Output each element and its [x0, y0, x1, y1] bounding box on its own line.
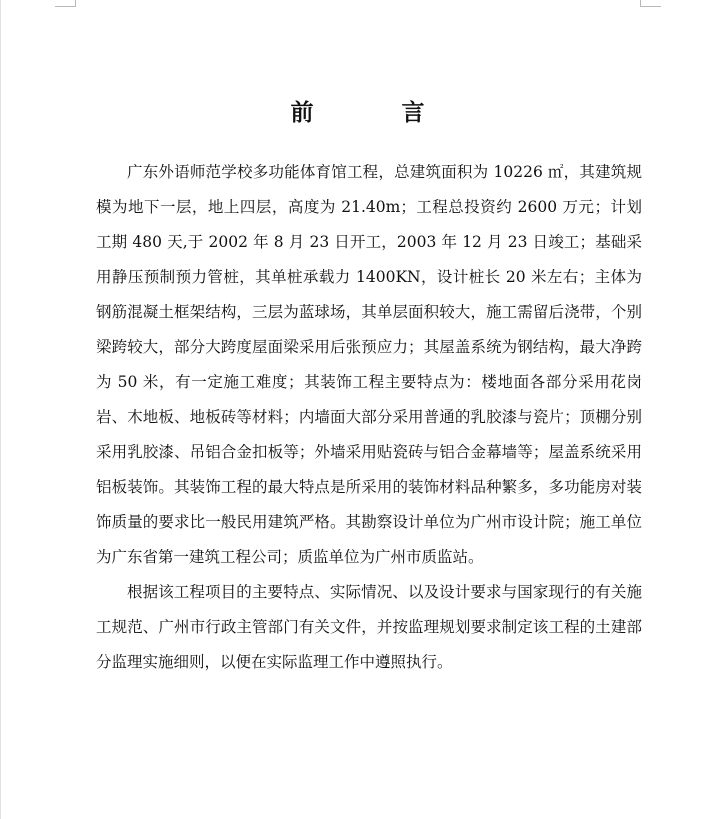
paragraph-basis: 根据该工程项目的主要特点、实际情况、以及设计要求与国家现行的有关施工规范、广州市行政主管部门有关文件，并按监理规划要求制定该工程的土建部分监理实施细则，以便在实际监理工作中遵照执行。 — [96, 583, 642, 671]
crop-mark-top-left — [55, 0, 76, 7]
page-title: 前 言 — [290, 99, 465, 127]
document-body — [96, 155, 642, 680]
crop-mark-top-right — [640, 0, 661, 7]
paragraph-project-overview: 广东外语师范学校多功能体育馆工程，总建筑面积为 10226 ㎡，其建筑规模为地下一层，地上四层，高度为 21.40m；工程总投资约 2600 万元；计划工期 480 天,于 2002 年 8 月 23 日开工，2003 年 12 月 23 日竣工；基础采用静压预制预力管桩，其单桩承载力 1400KN，设计桩长 20 米左右；主体为钢筋混凝土框架结构，三层为蓝球场，其单层面积较大，施工需留后浇带，个别梁跨较大，部分大跨度屋面梁采用后张预应力；其屋盖系统为钢结构，最大净跨为 50 米，有一定施工难度；其装饰工程主要特点为：楼地面各部分采用花岗岩、木地板、地板砖等材料；内墙面大部分采用普通的乳胶漆与瓷片；顶棚分别采用乳胶漆、吊铝合金扣板等；外墙采用贴瓷砖与铝合金幕墙等；屋盖系统采用铝板装饰。其装饰工程的最大特点是所采用的装饰材料品种繁多，多功能房对装饰质量的要求比一般民用建筑严格。其勘察设计单位为广州市设计院；施工单位为广东省第一建筑工程公司；质监单位为广州市质监站。 — [96, 163, 642, 566]
